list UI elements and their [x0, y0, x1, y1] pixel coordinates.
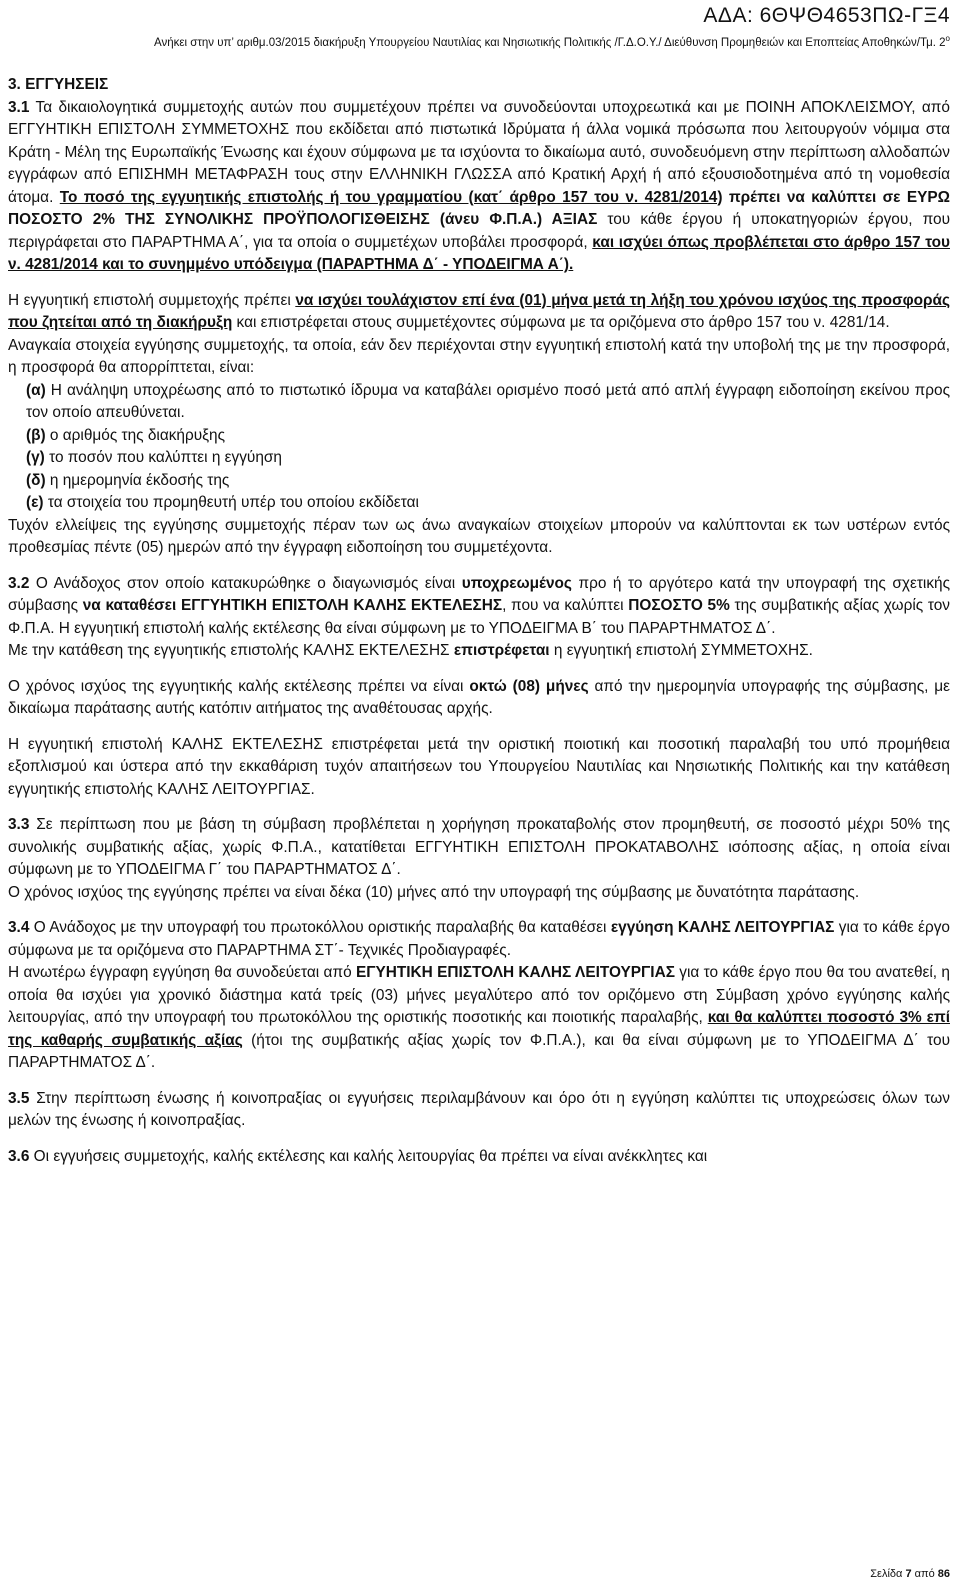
p32-t7: της συμβατικής αξίας χωρίς τον Φ.Π.Α. Η εγγυητική επιστολή καλής εκτέλεσης θα είναι σύμφωνη με το ΥΠΟΔΕΙΓΜΑ Β΄ του ΠΑΡΑΡΤΗΜΑΤΟΣ Δ΄.: [8, 597, 950, 637]
list-mark: (δ): [26, 471, 46, 489]
pv-t1: Η εγγυητική επιστολή συμμετοχής πρέπει: [8, 291, 296, 309]
p34-t4: Η ανωτέρω έγγραφη εγγύηση θα συνοδεύεται από: [8, 964, 356, 981]
list-item: [8, 447, 950, 470]
p32-t2: υποχρεωμένος: [461, 574, 572, 592]
header-note: [154, 34, 950, 49]
p32-t1: Ο Ανάδοχος στον οποίο κατακυρώθηκε ο διαγωνισμός είναι: [29, 574, 462, 592]
num-3-2: 3.2: [8, 574, 30, 592]
p31-t5: και ισχύει όπως προβλέπεται στο άρθρο 157 του ν. 4281/2014 και το συνημμένο υπόδειγμα (ΠΑΡΑΡΤΗΜΑ Δ΄ - ΥΠΟΔΕΙΓΜΑ Α΄).: [8, 233, 950, 273]
section-title: 3. ΕΓΓΥΗΣΕΙΣ: [8, 76, 109, 93]
p34-t7: και θα καλύπτει ποσοστό 3% επί της καθαρής συμβατικής αξίας: [8, 1009, 950, 1049]
paragraph-exec-validity: [8, 676, 950, 721]
document-body: [8, 74, 950, 1168]
p31-t2: Το ποσό της εγγυητικής επιστολής ή του γραμματίου (κατ΄ άρθρο 157 του ν. 4281/2014): [59, 188, 723, 206]
list-item: [8, 470, 950, 493]
ada-code: ΑΔΑ: 6ΘΨΘ4653ΠΩ-ΓΞ4: [703, 4, 950, 27]
paragraph-3-2: [8, 573, 950, 641]
pv-t3: και επιστρέφεται στους συμμετέχοντες σύμφωνα με τα οριζόμενα στο άρθρο 157 του ν. 4281/14.: [232, 314, 890, 331]
paragraph-elements: Αναγκαία στοιχεία εγγύησης συμμετοχής, τα οποία, εάν δεν περιέχονται στην εγγυητική επιστολή κατά την υποβολή της με την προσφορά, η προσφορά θα απορρίπτεται, είναι:: [8, 336, 950, 376]
p32-t6: ΠΟΣΟΣΤΟ 5%: [628, 597, 730, 614]
list-text: τα στοιχεία του προμηθευτή υπέρ του οποίου εκδίδεται: [43, 494, 419, 511]
paragraph-3-1: [8, 97, 950, 277]
paragraph-3-6: [8, 1146, 950, 1169]
list-text: Η ανάληψη υποχρέωσης από το πιστωτικό ίδρυμα να καταβάλει ορισμένο ποσό μετά από απλή έγγραφη ειδοποίηση εκείνου προς τον οποίο απευθύνεται.: [26, 381, 950, 421]
pev-t1: Ο χρόνος ισχύος της εγγυητικής καλής εκτέλεσης πρέπει να είναι: [8, 677, 470, 695]
list-mark: (α): [26, 381, 46, 399]
list-item: [8, 492, 950, 515]
footer-current: 7: [905, 1568, 912, 1580]
p31-t1: Τα δικαιολογητικά συμμετοχής αυτών που συμμετέχουν πρέπει να συνοδεύονται υποχρεωτικά και με ΠΟΙΝΗ ΑΠΟΚΛΕΙΣΜΟΥ, από ΕΓΓΥΗΤΙΚΗ ΕΠΙΣΤΟΛΗ ΣΥΜΜΕΤΟΧΗΣ που εκδίδεται από πιστωτικά Ιδρύματα ή άλλα νομικά πρόσωπα που λειτουργούν νόμιμα στα Κράτη - Μέλη της Ευρωπαϊκής Ένωσης και έχουν σύμφωνα με τα ισχύοντα το δικαίωμα αυτό, συνοδευόμενη στην περίπτωση αλλοδαπών εγγράφων από ΕΠΙΣΗΜΗ ΜΕΤΑΦΡΑΣΗ τους στην ΕΛΛΗΝΙΚΗ ΓΛΩΣΣΑ από Κρατική Αρχή ή από εξουσιοδοτημένα από τη νομοθεσία άτομα.: [8, 98, 950, 206]
p34-t1: Ο Ανάδοχος με την υπογραφή του πρωτοκόλλου οριστικής παραλαβής θα καταθέσει: [29, 919, 611, 936]
paragraph-3-5: [8, 1088, 950, 1133]
paragraph-exec-return: Η εγγυητική επιστολή ΚΑΛΗΣ ΕΚΤΕΛΕΣΗΣ επιστρέφεται μετά την οριστική ποιοτική και ποσοτική παραλαβή του υπό προμήθεια εξοπλισμού και ύστερα από την εκκαθάριση τυχόν απαιτήσεων του Υπουργείου Ναυτιλίας και Νησιωτικής Πολιτικής και την κατάθεση εγγυητικής επιστολής ΚΑΛΗΣ ΛΕΙΤΟΥΡΓΙΑΣ.: [8, 735, 950, 798]
num-3-5: 3.5: [8, 1089, 30, 1107]
header-note-sup: ο: [945, 34, 950, 43]
list-mark: (β): [26, 426, 46, 444]
paragraph-3-3: [8, 814, 950, 882]
p33-t1: Σε περίπτωση που με βάση τη σύμβαση προβλέπεται η χορήγηση προκαταβολής στον προμηθευτή, σε ποσοστό μέχρι 50% της συνολικής συμβατικής αξίας, χωρίς Φ.Π.Α., κατατίθεται ΕΓΓΥΗΤΙΚΗ ΕΠΙΣΤΟΛΗ ΠΡΟΚΑΤΑΒΟΛΗΣ ισόποσης αξίας, η οποία είναι σύμφωνη με το ΥΠΟΔΕΙΓΜΑ Γ΄ του ΠΑΡΑΡΤΗΜΑΤΟΣ Δ΄.: [8, 816, 950, 878]
pv-t2: να ισχύει τουλάχιστον επί ένα (01) μήνα μετά τη λήξη του χρόνου ισχύος της προσφοράς που ζητείται από τη διακήρυξη: [8, 291, 950, 331]
p31-t4: του κάθε έργου ή υποκατηγοριών έργου, που περιγράφεται στο ΠΑΡΑΡΤΗΜΑ Α΄, για τα οποία ο συμμετέχων υποβάλει προσφορά,: [8, 211, 950, 251]
list-mark: (γ): [26, 449, 45, 466]
paragraph-3-4-guarantee: [8, 962, 950, 1075]
p32-t3: προ ή το αργότερο κατά την υπογραφή της σχετικής σύμβασης: [8, 574, 950, 614]
header-note-text: Ανήκει στην υπ’ αριθμ.03/2015 διακήρυξη Υπουργείου Ναυτιλίας και Νησιωτικής Πολιτικής /Γ.Δ.Ο.Υ./ Διεύθυνση Προμηθειών και Εποπτείας Αποθηκών/Τμ. 2: [153, 36, 946, 49]
list-text: η ημερομηνία έκδοσής της: [45, 471, 230, 489]
p34-t8: (ήτοι της συμβατικής αξίας χωρίς τον Φ.Π.Α.), και θα είναι σύμφωνη με το ΥΠΟΔΕΙΓΜΑ Δ΄ του ΠΑΡΑΡΤΗΜΑΤΟΣ Δ΄.: [8, 1031, 950, 1071]
num-3-3: 3.3: [8, 816, 30, 833]
paragraph-missing: Τυχόν ελλείψεις της εγγύησης συμμετοχής πέραν των ως άνω αναγκαίων στοιχείων μπορούν να καλύπτονται εκ των υστέρων εντός προθεσμίας πέντε (05) ημερών από την έγγραφη ειδοποίηση του συμμετέχοντα.: [8, 516, 950, 556]
paragraph-3-2-return: [8, 640, 950, 663]
pev-t2: οκτώ (08) μήνες: [469, 677, 589, 695]
p32-t4: να καταθέσει ΕΓΓΥΗΤΙΚΗ ΕΠΙΣΤΟΛΗ ΚΑΛΗΣ ΕΚΤΕΛΕΣΗΣ: [82, 597, 503, 614]
paragraph-validity: [8, 290, 950, 335]
paragraph-3-4: [8, 917, 950, 962]
list-mark: (ε): [26, 494, 44, 511]
footer-sep: από: [911, 1568, 938, 1580]
p32-t5: , που να καλύπτει: [502, 597, 629, 614]
list-text: ο αριθμός της διακήρυξης: [45, 426, 226, 444]
list-item: [8, 380, 950, 425]
list-text: το ποσόν που καλύπτει η εγγύηση: [44, 449, 282, 466]
p31-t3: πρέπει να καλύπτει σε ΕΥΡΩ ΠΟΣΟΣΤΟ 2% ΤΗΣ ΣΥΝΟΛΙΚΗΣ ΠΡΟΫΠΟΛΟΓΙΣΘΕΙΣΗΣ (άνευ Φ.Π.Α.) ΑΞΙΑΣ: [8, 188, 950, 228]
p34-t3: για το κάθε έργο σύμφωνα με τα οριζόμενα στο ΠΑΡΑΡΤΗΜΑ ΣΤ΄- Τεχνικές Προδιαγραφές.: [8, 919, 950, 959]
p34-t2: εγγύηση ΚΑΛΗΣ ΛΕΙΤΟΥΡΓΙΑΣ: [610, 919, 835, 936]
p34-t5: ΕΓΥΗΤΙΚΗ ΕΠΙΣΤΟΛΗ ΚΑΛΗΣ ΛΕΙΤΟΥΡΓΙΑΣ: [355, 964, 675, 981]
footer-label: Σελίδα: [870, 1568, 906, 1580]
num-3-6: 3.6: [8, 1147, 30, 1165]
footer-total: 86: [937, 1568, 950, 1580]
p34-t6: για το κάθε έργο που θα του ανατεθεί, η οποία θα ισχύει για χρονικό διάστημα κατά τρείς (03) μήνες μεγαλύτερο από τον οριζόμενο στη Σύμβαση χρόνο εγγύησης καλής λειτουργίας, από την υπογραφή του πρωτοκόλλου της οριστικής ποσοτικής και ποιοτικής παραλαβής,: [8, 964, 950, 1026]
p32-t9: επιστρέφεται: [453, 642, 550, 659]
paragraph-3-3-validity: Ο χρόνος ισχύος της εγγύησης πρέπει να είναι δέκα (10) μήνες από την υπογραφή της σύμβασης με δυνατότητα παράτασης.: [8, 883, 860, 901]
pev-t3: από την ημερομηνία υπογραφής της σύμβασης, με δικαίωμα παράτασης αυτής κατόπιν αιτήματος της αναθέτουσας αρχής.: [8, 677, 951, 717]
p32-t8: Με την κατάθεση της εγγυητικής επιστολής ΚΑΛΗΣ ΕΚΤΕΛΕΣΗΣ: [8, 642, 454, 659]
num-3-1: 3.1: [8, 98, 30, 116]
p32-t10: η εγγυητική επιστολή ΣΥΜΜΕΤΟΧΗΣ.: [549, 642, 813, 659]
page-footer: [870, 1568, 950, 1580]
list-item: [8, 425, 950, 448]
p35-t1: Στην περίπτωση ένωσης ή κοινοπραξίας οι εγγυήσεις περιλαμβάνουν και όρο ότι η εγγύηση καλύπτει τις υποχρεώσεις όλων των μελών της ένωσης ή κοινοπραξίας.: [8, 1089, 950, 1129]
p36-t1: Οι εγγυήσεις συμμετοχής, καλής εκτέλεσης και καλής λειτουργίας θα πρέπει να είναι ανέκκλητες και: [29, 1147, 708, 1165]
num-3-4: 3.4: [8, 919, 30, 936]
